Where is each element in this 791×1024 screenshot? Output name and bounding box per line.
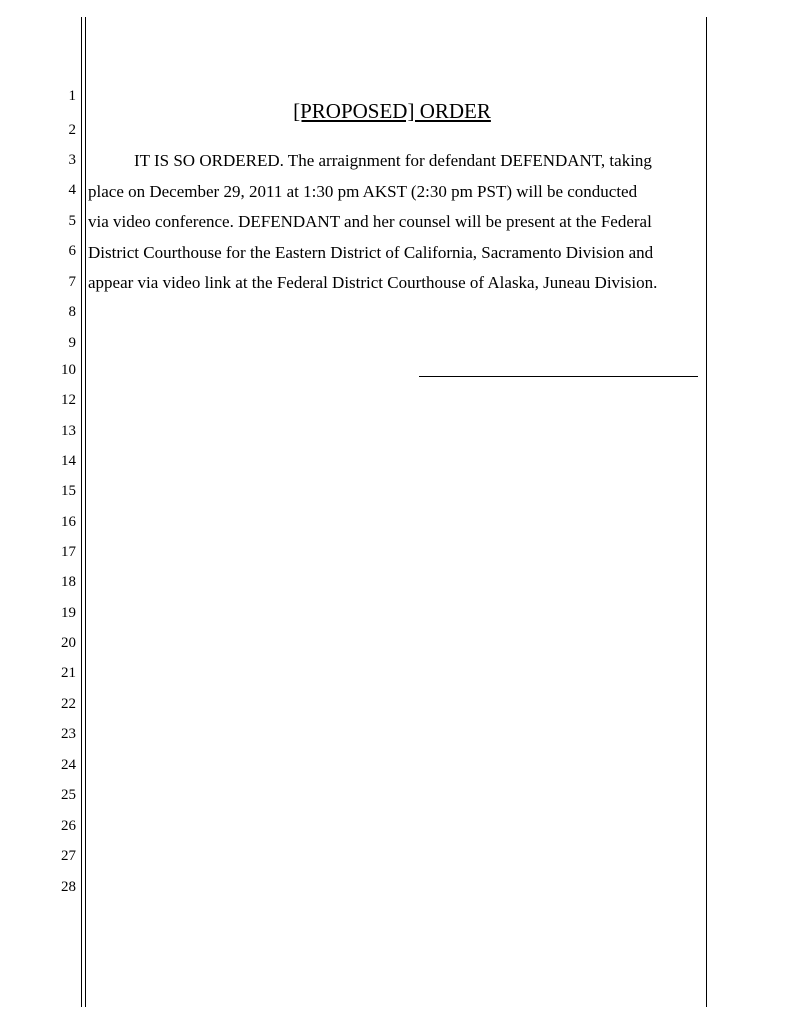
order-paragraph [88, 146, 700, 299]
line-number: 20 [61, 635, 76, 651]
line-number: 28 [61, 879, 76, 895]
line-number: 14 [61, 453, 76, 469]
line-number: 15 [61, 483, 76, 499]
line-number: 21 [61, 665, 76, 681]
line-number: 7 [68, 274, 76, 290]
line-number: 5 [68, 213, 76, 229]
line-number: 27 [61, 848, 76, 864]
line-number: 24 [61, 757, 76, 773]
line-number: 10 [61, 362, 76, 378]
line-number: 6 [68, 243, 76, 259]
line-number: 4 [68, 182, 76, 198]
document-title: [PROPOSED] ORDER [293, 99, 491, 123]
line-number: 16 [61, 514, 76, 530]
line-number: 1 [68, 88, 76, 104]
line-number: 22 [61, 696, 76, 712]
body-line: via video conference. DEFENDANT and her counsel will be present at the Federal [88, 212, 652, 231]
body-line: place on December 29, 2011 at 1:30 pm AKST (2:30 pm PST) will be conducted [88, 181, 638, 201]
body-line: IT IS SO ORDERED. The arraignment for defendant DEFENDANT, taking [134, 151, 652, 170]
signature-line [419, 376, 698, 377]
line-number: 26 [61, 818, 76, 834]
line-number: 17 [61, 544, 76, 560]
left-margin-rule-inner [85, 17, 86, 1007]
right-margin-rule [706, 17, 707, 1007]
line-number: 2 [68, 122, 76, 138]
left-margin-rule [81, 17, 82, 1007]
line-number: 13 [61, 423, 76, 439]
line-number: 25 [61, 787, 76, 803]
line-number: 3 [68, 152, 76, 168]
line-number: 19 [61, 605, 76, 621]
line-number: 12 [61, 392, 76, 408]
body-line: District Courthouse for the Eastern District of California, Sacramento Division and [88, 242, 654, 262]
line-number-column [0, 0, 78, 1024]
body-line: appear via video link at the Federal District Courthouse of Alaska, Juneau Division. [88, 273, 658, 292]
line-number: 18 [61, 574, 76, 590]
line-number: 8 [68, 304, 76, 320]
line-number: 9 [68, 335, 76, 351]
line-number: 23 [61, 726, 76, 742]
